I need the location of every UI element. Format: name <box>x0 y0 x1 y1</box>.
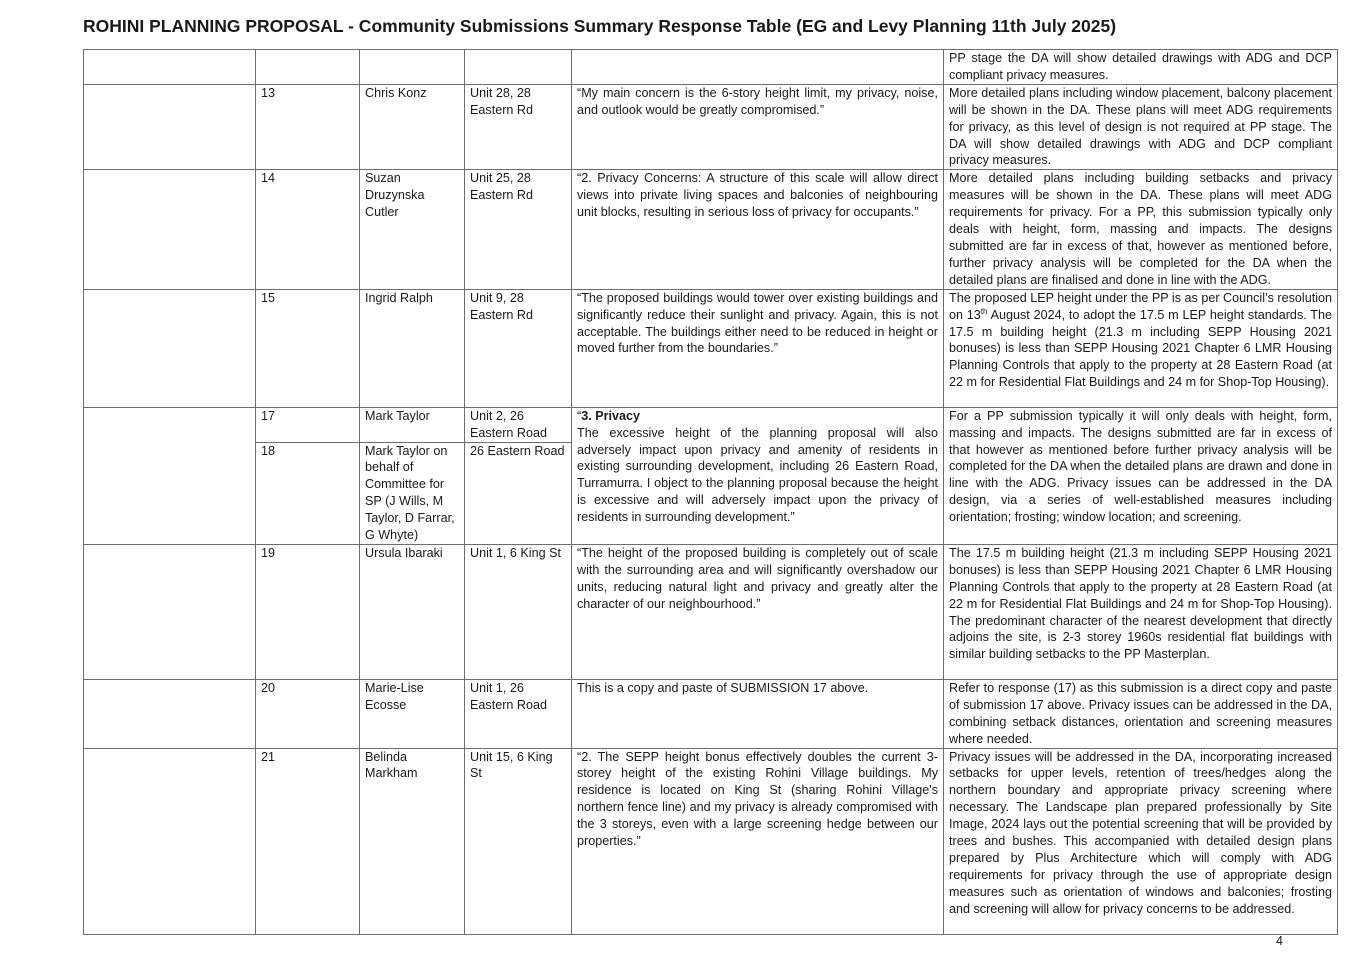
number-cell: 19 <box>256 544 360 679</box>
name-cell: Ingrid Ralph <box>360 289 465 407</box>
response-text: August 2024, to adopt the 17.5 m LEP height standards. The 17.5 m building height (21.3 m including SEPP Housing 2021 bonuses) is less than SEPP Housing 2021 Chapter 6 LMR Housing Planning Controls that apply to the property at 28 Eastern Road (at 22 m for Residential Flat Buildings and 24 m for Shop-Top Housing). <box>949 307 1333 390</box>
address-cell: Unit 1, 26 Eastern Road <box>465 679 572 748</box>
table-row <box>84 84 1338 170</box>
response-cell: More detailed plans including window placement, balcony placement will be shown in the DA. These plans will meet ADG requirements for privacy, as this level of design is not required at PP stage. The DA will show detailed drawings with ADG and DCP compliant privacy measures. <box>944 84 1338 170</box>
table-row <box>84 407 1338 442</box>
table-row-continued <box>84 50 1338 85</box>
table-row <box>84 679 1338 748</box>
response-cell: Refer to response (17) as this submission is a direct copy and paste of submission 17 above. Privacy issues can be addressed in the DA, combining setback distances, orientation and screening measures where needed. <box>944 679 1338 748</box>
submission-cell: This is a copy and paste of SUBMISSION 17 above. <box>572 679 944 748</box>
name-cell: Ursula Ibaraki <box>360 544 465 679</box>
blank-cell <box>84 407 256 544</box>
name-cell: Mark Taylor on behalf of Committee for SP (J Wills, M Taylor, D Farrar, G Whyte) <box>360 442 465 544</box>
blank-cell <box>84 50 256 85</box>
table-row <box>84 748 1338 934</box>
response-cell: More detailed plans including building setbacks and privacy measures will be shown in the DA. These plans will meet ADG requirements for privacy. For a PP, this submission typically only deals with height, form, massing and impacts. The designs submitted are far in excess of that, however as mentioned before, further privacy analysis will be completed for the DA when the detailed plans are finalised and done in line with the ADG. <box>944 170 1338 289</box>
name-cell: Belinda Markham <box>360 748 465 934</box>
address-cell <box>465 50 572 85</box>
response-text: The proposed LEP height under the PP is as per Council’s resolution on 13 <box>949 290 1332 322</box>
address-cell: Unit 28, 28 Eastern Rd <box>465 84 572 170</box>
ordinal-suffix: th <box>980 306 988 316</box>
name-cell: Marie-Lise Ecosse <box>360 679 465 748</box>
table-row <box>84 289 1338 407</box>
blank-cell <box>84 679 256 748</box>
blank-cell <box>84 170 256 289</box>
blank-cell <box>84 289 256 407</box>
submission-text: The excessive height of the planning proposal will also adversely impact upon privacy and amenity of residents in existing surrounding development, including 26 Eastern Road, Turramurra. I object to the planning proposal because the height is excessive and will adversely impact upon the privacy of residents in surrounding development.” <box>577 425 938 525</box>
name-cell: Mark Taylor <box>360 407 465 442</box>
submission-cell <box>572 50 944 85</box>
number-cell: 18 <box>256 442 360 544</box>
document-title: ROHINI PLANNING PROPOSAL - Community Submissions Summary Response Table (EG and Levy Planning 11th July 2025) <box>83 16 1117 36</box>
submission-heading: 3. Privacy <box>581 408 641 423</box>
number-cell: 21 <box>256 748 360 934</box>
response-cell: For a PP submission typically it will only deals with height, form, massing and impacts. The designs submitted are far in excess of that however as mentioned before further privacy analysis will be completed for the DA when the detailed plans are drawn and done in line with the ADG. Privacy issues can be addressed in the DA design, via a series of well-established measures including orientation; frosting; window location; and screening. <box>944 407 1338 544</box>
address-cell: Unit 25, 28 Eastern Rd <box>465 170 572 289</box>
name-cell: Chris Konz <box>360 84 465 170</box>
submission-cell: “2. Privacy Concerns: A structure of this scale will allow direct views into private living spaces and balconies of neighbouring unit blocks, resulting in serious loss of privacy for occupants.” <box>572 170 944 289</box>
address-cell: Unit 1, 6 King St <box>465 544 572 679</box>
address-cell: 26 Eastern Road <box>465 442 572 544</box>
response-cell: Privacy issues will be addressed in the DA, incorporating increased setbacks for upper levels, retention of trees/hedges along the northern boundary and appropriate privacy screening where necessary. The Landscape plan prepared professionally by Site Image, 2024 lays out the potential screening that will be provided by trees and bushes. This accompanied with detailed design plans prepared by Plus Architecture which will comply with ADG requirements for privacy through the use of appropriate design measures such as orientation of windows and balconies; frosting and screening will allow for privacy concerns to be addressed. <box>944 748 1338 934</box>
name-cell: Suzan Druzynska Cutler <box>360 170 465 289</box>
table-row <box>84 170 1338 289</box>
number-cell: 15 <box>256 289 360 407</box>
address-cell: Unit 2, 26 Eastern Road <box>465 407 572 442</box>
number-cell <box>256 50 360 85</box>
number-cell: 20 <box>256 679 360 748</box>
table-row <box>84 544 1338 679</box>
blank-cell <box>84 84 256 170</box>
submission-cell: “2. The SEPP height bonus effectively doubles the current 3-storey height of the existing Rohini Village buildings. My residence is located on King St (sharing Rohini Village's northern fence line) and my privacy is already compromised with the 3 storeys, even with a large screening hedge between our properties.” <box>572 748 944 934</box>
submissions-response-table <box>83 49 1338 935</box>
blank-cell <box>84 748 256 934</box>
response-cell <box>944 289 1338 407</box>
number-cell: 13 <box>256 84 360 170</box>
number-cell: 17 <box>256 407 360 442</box>
address-cell: Unit 15, 6 King St <box>465 748 572 934</box>
number-cell: 14 <box>256 170 360 289</box>
name-cell <box>360 50 465 85</box>
response-cell: The 17.5 m building height (21.3 m including SEPP Housing 2021 bonuses) is less than SEPP Housing 2021 Chapter 6 LMR Housing Planning Controls that apply to the property at 28 Eastern Road (at 22 m for Residential Flat Buildings and 24 m for Shop-Top Housing). The predominant character of the nearest development that directly adjoins the site, is 2-3 storey 1960s residential flat buildings with similar building setbacks to the PP Masterplan. <box>944 544 1338 679</box>
response-cell: PP stage the DA will show detailed drawings with ADG and DCP compliant privacy measures. <box>944 50 1338 85</box>
submission-cell: “My main concern is the 6-story height limit, my privacy, noise, and outlook would be greatly compromised.” <box>572 84 944 170</box>
address-cell: Unit 9, 28 Eastern Rd <box>465 289 572 407</box>
page-number: 4 <box>1276 934 1283 948</box>
blank-cell <box>84 544 256 679</box>
quote-mark: “ <box>577 408 582 423</box>
submission-cell <box>572 407 944 544</box>
submission-cell: “The height of the proposed building is completely out of scale with the surrounding area and will significantly overshadow our units, reducing natural light and privacy and greatly alter the character of our neighbourhood.” <box>572 544 944 679</box>
submission-cell: “The proposed buildings would tower over existing buildings and significantly reduce their sunlight and privacy. Again, this is not acceptable. The buildings either need to be reduced in height or moved further from the boundaries.” <box>572 289 944 407</box>
